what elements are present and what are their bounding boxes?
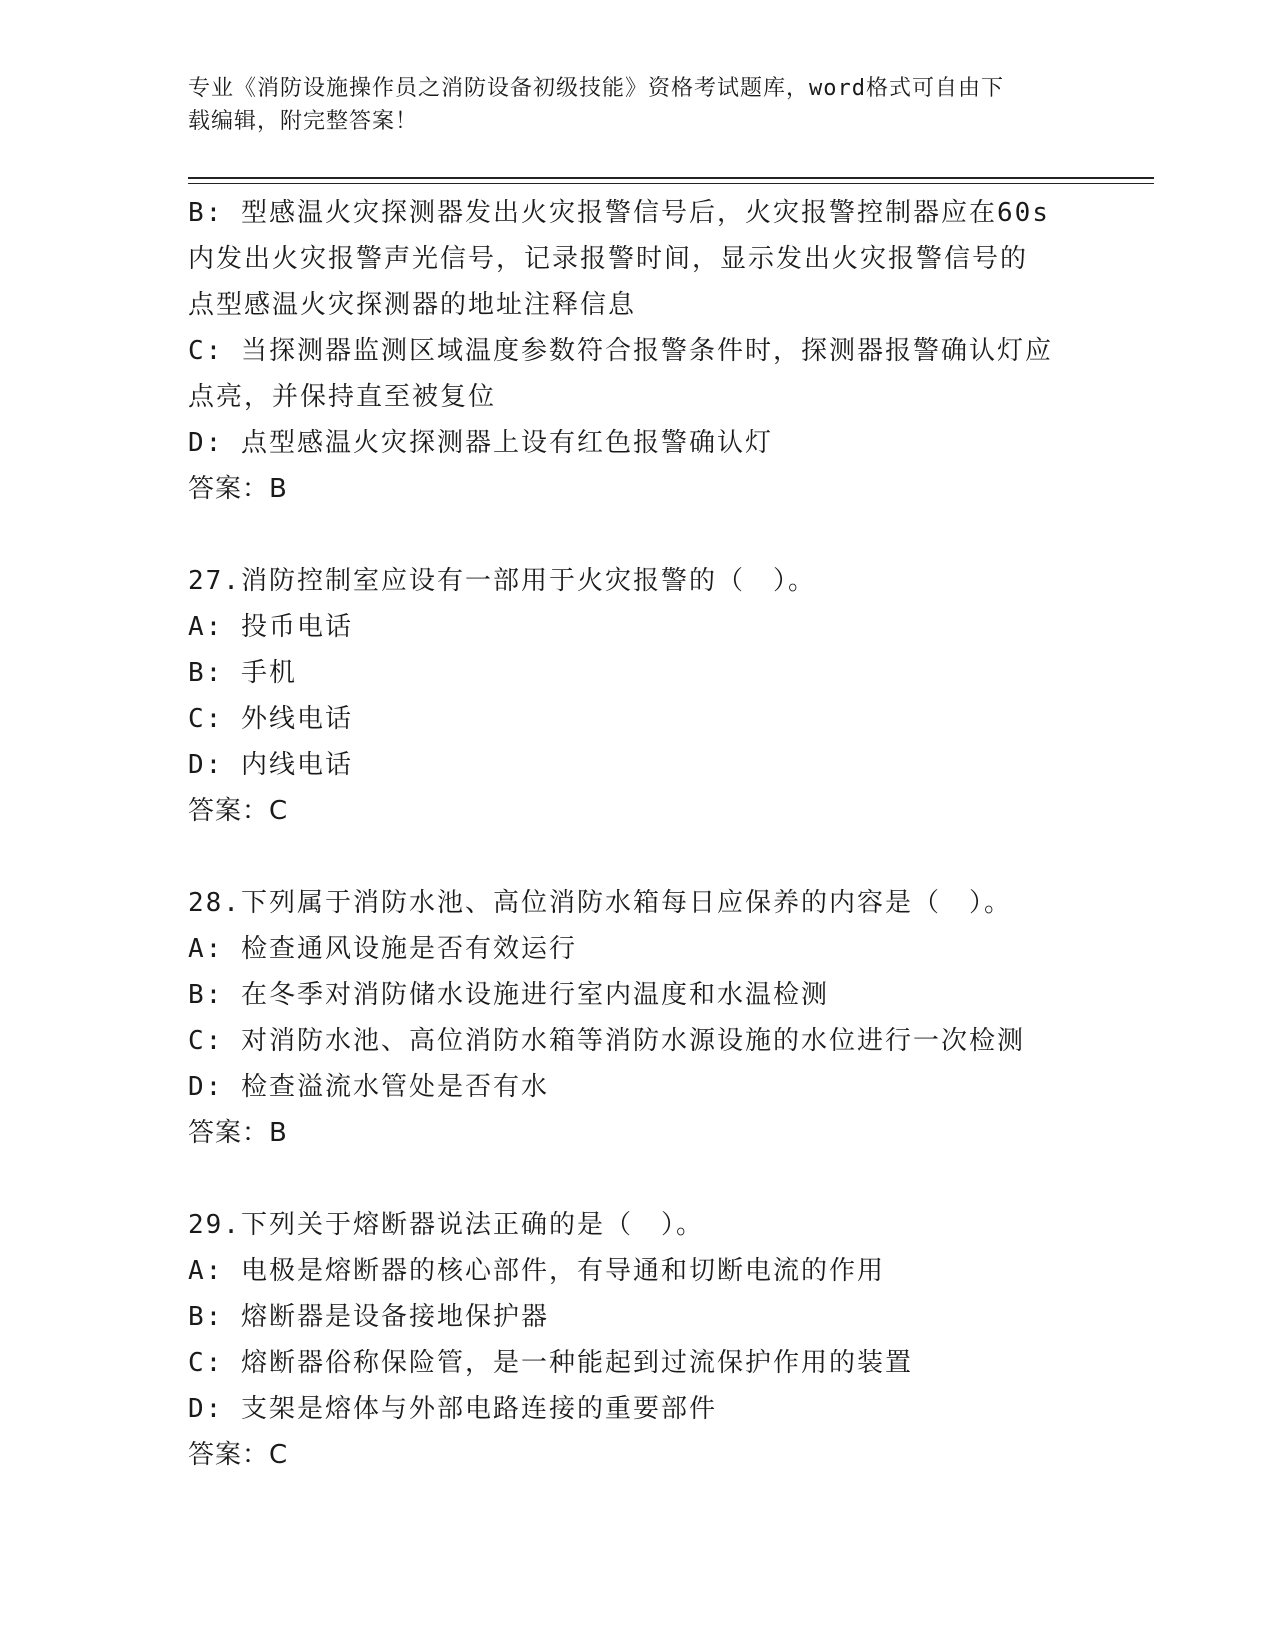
option-b-line-1: B: 型感温火灾探测器发出火灾报警信号后，火灾报警控制器应在60s [188,198,1050,228]
header-line-1: 专业《消防设施操作员之消防设备初级技能》资格考试题库，word格式可自由下 [188,76,1004,101]
answer: 答案：C [188,796,289,826]
option-a: A: 电极是熔断器的核心部件，有导通和切断电流的作用 [188,1256,885,1286]
option-d: D: 检查溢流水管处是否有水 [188,1072,549,1102]
question-26-continuation [188,190,1088,512]
option-b: B: 手机 [188,658,297,688]
option-c-line-1: C: 当探测器监测区域温度参数符合报警条件时，探测器报警确认灯应 [188,336,1053,366]
answer: 答案：B [188,1118,288,1148]
spacer [188,512,1088,558]
answer: 答案：C [188,1440,289,1470]
option-c: C: 对消防水池、高位消防水箱等消防水源设施的水位进行一次检测 [188,1026,1025,1056]
question-list [188,190,1088,1478]
option-b-line-2: 内发出火灾报警声光信号，记录报警时间，显示发出火灾报警信号的 [188,244,1029,274]
header-rule-thin [188,183,1154,184]
header-line-2: 载编辑，附完整答案！ [188,109,419,134]
header-rule-thick [188,177,1154,179]
page-header [188,72,1088,138]
question-28 [188,880,1088,1156]
option-c: C: 外线电话 [188,704,353,734]
option-d: D: 支架是熔体与外部电路连接的重要部件 [188,1394,717,1424]
option-b-line-3: 点型感温火灾探测器的地址注释信息 [188,290,637,320]
question-stem: 28.下列属于消防水池、高位消防水箱每日应保养的内容是（ ）。 [188,888,1012,918]
question-27 [188,558,1088,834]
question-stem: 29.下列关于熔断器说法正确的是（ ）。 [188,1210,704,1240]
option-b: B: 在冬季对消防储水设施进行室内温度和水温检测 [188,980,829,1010]
question-29 [188,1202,1088,1478]
option-c-line-2: 点亮，并保持直至被复位 [188,382,497,412]
option-d: D: 点型感温火灾探测器上设有红色报警确认灯 [188,428,773,458]
option-b: B: 熔断器是设备接地保护器 [188,1302,549,1332]
option-a: A: 投币电话 [188,612,353,642]
option-a: A: 检查通风设施是否有效运行 [188,934,577,964]
option-c: C: 熔断器俗称保险管，是一种能起到过流保护作用的装置 [188,1348,913,1378]
answer: 答案：B [188,474,288,504]
option-d: D: 内线电话 [188,750,353,780]
spacer [188,834,1088,880]
question-stem: 27.消防控制室应设有一部用于火灾报警的（ ）。 [188,566,816,596]
spacer [188,1156,1088,1202]
